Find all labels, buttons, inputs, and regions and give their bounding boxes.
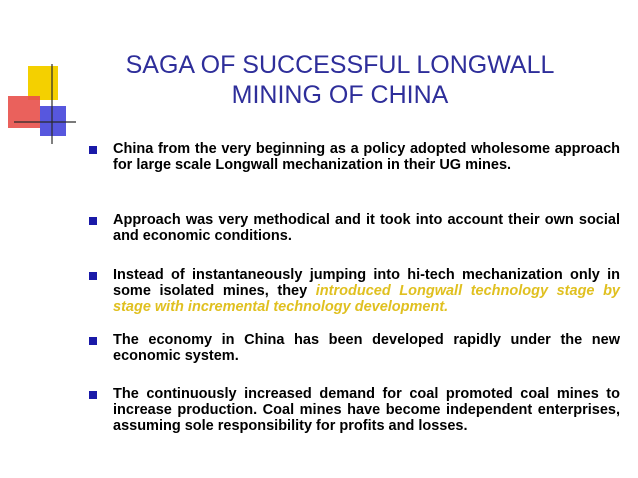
bullet-text: The continuously increased demand for coal promoted coal mines to increase production. Coal mines have become independent enterprises, assuming sole responsibility for profits and losses. — [113, 386, 620, 434]
bullet-text: China from the very beginning as a policy adopted wholesome approach for large scale Longwall mechanization in their UG mines. — [113, 141, 620, 173]
bullet-square-icon — [89, 146, 97, 154]
title-line-1: SAGA OF SUCCESSFUL LONGWALL — [125, 51, 555, 79]
logo-red-square — [8, 96, 40, 128]
bullet-square-icon — [89, 272, 97, 280]
bullet-square-icon — [89, 217, 97, 225]
highlighted-text: introduced Longwall technology stage by stage with incremental technology development. — [113, 283, 621, 315]
title-line-2: MINING OF CHINA — [231, 81, 449, 109]
bullet-text: Approach was very methodical and it took into account their own social and economic conditions. — [113, 212, 620, 244]
bullet-text: The economy in China has been developed rapidly under the new economic system. — [113, 332, 620, 364]
logo-yellow-square — [28, 66, 58, 100]
bullet-text: Instead of instantaneously jumping into hi-tech mechanization only in some isolated mines, they — [113, 267, 620, 299]
slide-title — [110, 50, 570, 110]
decorative-logo — [6, 64, 76, 144]
bullet-square-icon — [89, 391, 97, 399]
bullet-square-icon — [89, 337, 97, 345]
bullet-text-with-highlight — [113, 267, 620, 315]
logo-blue-square — [40, 106, 66, 136]
